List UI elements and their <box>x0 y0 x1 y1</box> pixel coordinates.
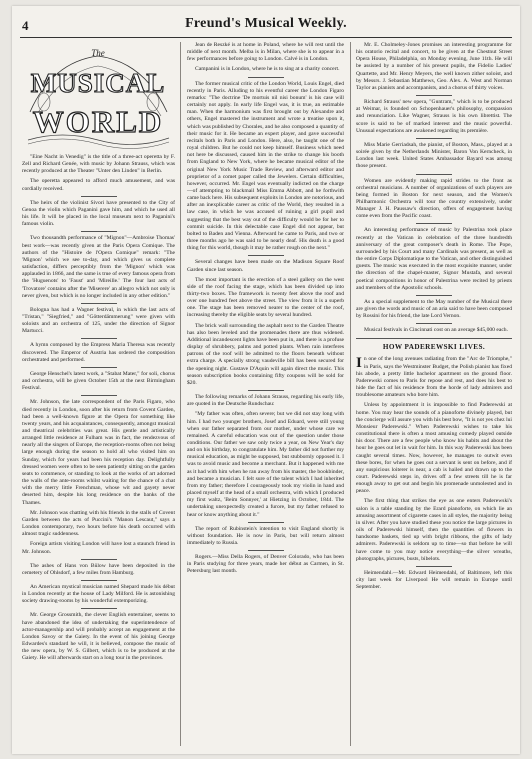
paragraph: The former musical critic of the London World, Louis Engel, died recently in Paris. Alluding to his eventful career the London Figaro remarks: "The doctrine 'De mortuis nil nisi bonum' is his case will certainly not apply. In early life Engel was, it is true, an estimable man. When the harmonium was first brought out by Alexandre and others, Engel mastered the instrument and wrote a treatise upon it, which was published by Chorales, and he also composed a quantity of their music for it. He became an expert player, and gave successful recitals both in Paris and London. Here, also, he taught one of the royal children. But he could not keep himself. Business which need not here be discussed, caused him in the strike to change his booth from England to New York, where he became musical editor of the original New York Music Trade Review, and afterward editor and proprietor of a comet paper called the Jewelers. Certain difficulties, however, occurred. Mr. Engel was eventually indicted on the charge—of attempting to blackmail Miss Emma Abbott, and he forthwith came back here. His subsequent exploits in London are notorious, and after an inexplicable career as critic of the World, they resulted in a law case, in which he was accused of ruining a girl pupil and suggesting that the best way out of the difficulty would be for her to commit suicide. In this delectable case Engel did not appear, but bolted to Baden and Vienna. Afterward he came to Paris, and two or three months ago he was said to be nearly deaf. His death is a good thing for this world, though it may be rather rough on the next." <box>187 80 344 252</box>
svg-text:The: The <box>91 48 105 58</box>
short-rule <box>248 522 284 523</box>
newspaper-page <box>12 6 520 754</box>
short-rule <box>81 580 117 581</box>
short-rule <box>416 95 452 96</box>
paragraph: Campanini is in London, where he is to sing at a charity concert. <box>195 66 340 73</box>
short-rule <box>416 295 452 296</box>
short-rule <box>81 395 117 396</box>
paragraph: Unless by appointment it is impossible to find Paderewski at home. You may hear the sounds of a pianoforte divinely played, but the concierge will assure you with his best bow, "It is not yes chez lui Monsieur Paderewski." When Paderewski wishes to take his constitutional there is often a most amusing comedy played outside his door. There are a few people who know his habits and about the hour he goes out let in wait for him. In this way Paderewski has been caught several times. Now, however, he manages to outwit even these bores, for when he goes out a servant is sent on before, and if any suspicious loiterer is near, a cab is hailed and drawn up to the court. Paderewski steps in, drives off a few streets till he is far enough away to get out and begin his promenade unmolested and in peace. <box>356 402 512 495</box>
paragraph: In one of the long avenues radiating from the "Arc de Triomphe," in Paris, says the Westminster Budget, the Polish pianist has fixed his abode, a pretty little bachelor apartment on the ground floor. Paderewski comes to Paris for repose and rest, and does his best to hide the fact of his residence from the horde of lady admirers and troublesome amateurs who bore him. <box>356 355 512 399</box>
paragraph: An interesting performance of music by Palestrina took place recently at the Vatican in celebration of the three hundredth anniversary of the great composer's death in Rome. The Pope, surrounded by his Court and many Cardinals was present, as well as the entire Corps Diplomatique to the Vatican, and other distinguished guests. The music was executed in the most exquisite manner, under the direction of the chapel-master, Signor Mustafa, and several poetical compositions in honor of Palestrina were recited by priests and members of the Apostolic schools. <box>356 227 512 291</box>
paragraph: George Henschel's latest work, a "Stabat Mater," for soli, chorus and orchestra, will be given October 15th at the next Birmingham Festival. <box>22 370 175 392</box>
paragraph: Bologna has had a Wagner festival, in which the last acts of "Tristan," "Siegfried," and "Götterdämmerung" were given with soloists and an orchestra of 125, under the direction of Signor Martucci. <box>22 306 175 335</box>
paragraph: Several changes have been made on the Madison Square Roof Garden since last season. <box>187 259 344 273</box>
column-left <box>22 42 175 746</box>
short-rule <box>81 608 117 609</box>
paragraph: "My father was often, often severe; but we did not stay long with him. I had two younger brothers, Josef and Eduard, were still young when our father separated from our mother, under whose care we remained. A careful education was out of the question under those conditions. Our father we saw only twice a year, on New Year's day and on his birthday, to congratulate him. My father did not further my musical education, as might be supposed, but stubbornly opposed it. I was to avoid music and become a merchant. But it happened with me as it had with him when he ran away from his master, the bookbinder, and became a musician. I felt sure of the talent which I had inherited from my father; therefore I courageously took my violin in hand and placed myself at the head of a small orchestra, with which I produced my first waltz, 'Beim Sonnyer,' at Hietzing in October, 1844. The undertaking unexpectedly created a furore, but my father refused to hear or know anything about it." <box>187 411 344 518</box>
paragraph: The ashes of Hans von Bülow have been deposited in the cemetery of Ohlsdorf, a few miles from Hamburg. <box>22 562 175 576</box>
paragraph: Miss Marie Gerriadsah, the pianist, of Boston, Mass., played at a soirée given by the Netherlands Minister, Baron Von Kerncheck, in London last week. United States Ambassador Bayard was among those present. <box>356 141 512 170</box>
paragraph: Richard Strauss' new opera, "Guntram," which is to be produced at Weimar, is founded on Schopenhauer's philosophy, compassion and renunciation. Like Wagner, Strauss is his own librettist. The score is said to be of marked interest and the music powerful. Unusual expectations are awakened regarding its première. <box>356 99 512 134</box>
short-rule <box>248 550 284 551</box>
short-rule <box>81 559 117 560</box>
paragraph: A hymn composed by the Empress Maria Theresa was recently discovered. The Emperor of Austria has ordered the composition orchestrated and performed. <box>22 342 175 363</box>
paragraph: Foreign artists visiting London will have lost a staunch friend in Mr. Johnson. <box>22 541 175 555</box>
column-divider <box>350 42 351 746</box>
short-rule <box>81 231 117 232</box>
the-musical-world-logo <box>22 42 175 150</box>
paragraph: Jean de Reszké is at home in Poland, where he will rest until the middle of next month. Melba is in Milan, where she is to appear in a few performances before going to London. Calvé is in London. <box>187 42 344 63</box>
page-header <box>12 6 520 36</box>
short-rule <box>81 367 117 368</box>
paragraph: As a special supplement to the May number of the Musical there are given the words and music of an aria said to have been composed by Rossini for his friend, the late Lord Vernon. <box>356 298 512 320</box>
short-rule <box>248 390 284 391</box>
short-rule <box>248 77 284 78</box>
paragraph: An American mystical musician named Shepard made his début in London recently at the house of Lady Milford. He is astonishing society drawing-rooms by his wonderful extemporizing. <box>22 583 175 605</box>
paragraph: Musical festivals in Cincinnati cost on an average $45,000 each. <box>364 327 508 334</box>
paragraph: The operetta appeared to afford much amusement, and was cordially received. <box>22 178 175 192</box>
short-rule <box>81 196 117 197</box>
section-rule <box>356 338 512 339</box>
short-rule <box>81 303 117 304</box>
svg-text:WORLD: WORLD <box>32 104 164 139</box>
paragraph: The heirs of the violinist Sivori have presented to the City of Genoa the violin which Paganini gave him, and which he used all his life. It will be placed in the local museum next to Paganini's famous violin. <box>22 199 175 228</box>
svg-text:MUSICAL: MUSICAL <box>30 68 166 98</box>
article-title: HOW PADEREWSKI LIVES. <box>382 343 486 352</box>
short-rule <box>416 323 452 324</box>
paragraph: Two thousandth performance of "Mignon"—Ambroise Thomas' best work—was recently given at the Paris Opera Comique. The authors of the "Histoire de l'Opera Comique" remark: "The 'Mignon' which we see to-day, and which gives us complete satisfaction, differs perceptibly from the 'Mignon' which was applauded in 1866, and the same is true of every famous opera from the 'Huguenots' to 'Faust' and 'Mireille.' The four last acts of 'Trovatore' contains after the 'Miserere' an allegro which not only is never given, but which is no longer included in any other edition." <box>22 235 175 299</box>
masthead-title: Freund's Musical Weekly. <box>185 16 347 31</box>
paragraph: The following remarks of Johann Strauss, regarding his early life, are quoted in the Deutsche Rundschau: <box>187 394 344 408</box>
paragraph: "Eine Nacht in Venedig" is the title of a three-act operetta by F. Zell and Richard Genée, with music by Johann Strauss, which was recently produced at the Theater "Unter den Linden" in Berlin. <box>22 154 175 175</box>
column-right <box>356 42 512 746</box>
paragraph: Mr. Johnson was chatting with his friends in the stalls of Covent Garden between the acts of Puccini's "Manon Lescaut," says a London contemporary, two hours before his death occurred with almost tragic suddenness. <box>22 509 175 538</box>
short-rule <box>416 566 452 567</box>
short-rule <box>416 223 452 224</box>
paragraph: Mr. Johnson, the late correspondent of the Paris Figaro, who died recently in London, soon after his return from Covent Garden, had been a well-known figure at the Opera for something like twenty years, and his acquaintances, consequently, amongst musical and theatrical celebrities was great. His gentle and artistically arranged little residence at Fulham was in fact, the rendezvous of nearly all the singers of Europe, the reception-rooms often not being large enough during the season to hold all who visited him on Sunday, which for years had been his reception day. Delightfully dressed women were often to be seen patiently sitting on the garden seats to commence, or standing to look at the works of art adorned the walls of the ante-rooms whilst waiting for the chance of a chat with the merry little Frenchman, whose wit and gayety never deserted him, despite his long residence on the banks of the Thames. <box>22 399 175 506</box>
paragraph: The first thing that strikes the eye as one enters Paderewski's salon is a table standing by the Erard pianoforte, on which lie an amusing assortment of cigarette cases in all styles, the majority being in silver. After you have studied these you notice the large pictures in oils of Paderewski himself, then the quantities of flowers in handsome baskets, tied up with bright ribbons, the gifts of lady admirers. Paderewski is seldom up to time—so that before he will have come to you may notice everything—the silver wreaths, photographs, pictures, busts, bibelots. <box>356 498 512 562</box>
paragraph: The report of Rubinstein's intention to visit England shortly is without foundation. He is now in Paris, but will return almost immediately to Russia. <box>187 525 344 546</box>
paragraph: Rogers.—Miss Della Rogers, of Denver Colorado, who has been in Paris studying for three years, made her début as Carmen, in St. Petersburg last month. <box>187 554 344 575</box>
column-divider <box>180 42 181 746</box>
paragraph: Mr. E. Cholmeley-Jones promises an interesting programme for his oratorio recital and concert, to be given at the Chestnut Street Opera House, Philadelphia, on Monday evening, June 11th. He will be assisted by a number of his present pupils, the Fidelio Ladies' Quartette, and Mr. Henry Meyers, the well known zither soloist, and by Messrs. J. Sebastian Matthews, Geo. Alex. A. West and Norman Taylor as pianists and accompanists, and a chorus of thirty voices. <box>356 42 512 91</box>
header-rule <box>20 37 512 38</box>
short-rule <box>416 138 452 139</box>
short-rule <box>248 255 284 256</box>
paragraph: The brick wall surrounding the asphalt next to the Garden Theatre has also been leveled and the promenades there are thus widened. Additional incandescent lights have been put in, and there is a profuse display of shrubbery, palms and potted plants. When rain interferes patrons of the roof will be admitted to the floors beneath without extra charge. A specially strong vaudeville bill has been secured for the opening night. Gustave D'Aquin will again direct the music. This season subscription books containing fifty coupons will be sold for $20. <box>187 322 344 386</box>
paragraph: Heimendahl.—Mr. Edward Heimendahl, of Baltimore, left this city last week for Liverpool He will remain in Europe until September. <box>356 569 512 591</box>
paragraph: Women are evidently making rapid strides to the front as orchestral musicians. A number of organizations of such players are being formed in Boston for next season, and the Women's Philharmonic Orchestra will tour the country extensively, under Manager J. H. Paussaw's direction, offers of engagement having come even from the Pacific coast. <box>356 177 512 220</box>
column-middle <box>187 42 344 746</box>
short-rule <box>416 174 452 175</box>
short-rule <box>81 338 117 339</box>
paragraph: Mr. George Grossmith, the clever English entertainer, seems to have abandoned the idea of undertaking the superintendence of actor-managership and will probably accept an engagement at the London Savoy or the Gaiety. In the event of his joining George Edwardes's standard he will, it is believed, compose the music of the new opera, by W. S. Gilbert, which is to be produced at the Gaiety. He will afterwards start on a long tour in the provinces. <box>22 612 175 662</box>
page-number: 4 <box>22 18 29 33</box>
paragraph: The most important is the erection of a steel gallery on the west side of the roof facing the stage, which has been divided up into thirty-two boxes. The framework is twenty feet above the roof and over one hundred feet above the street. The view from it is a superb one. The stage has been removed nearer to the center of the roof, increasing thereby the eligible seats by several hundred. <box>187 276 344 319</box>
